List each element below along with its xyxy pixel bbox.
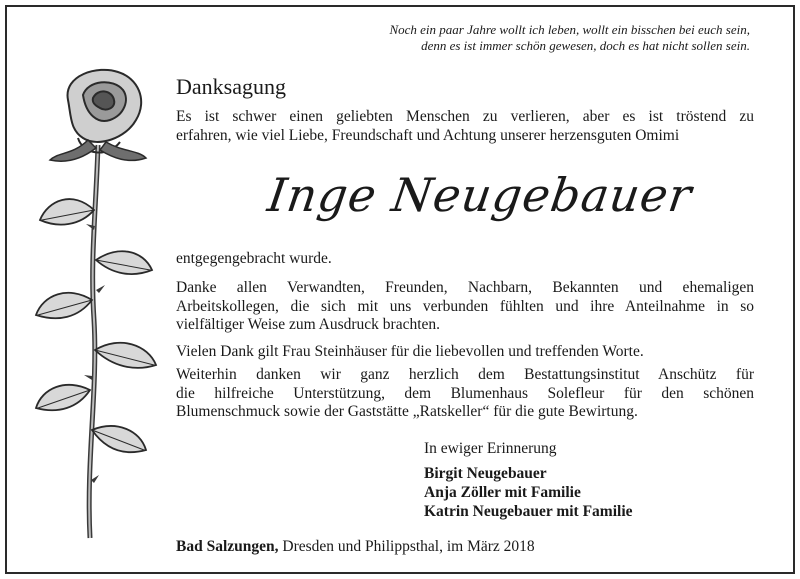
after-name-line: entgegengebracht wurde. bbox=[176, 250, 332, 267]
intro-line-2: erfahren, wie viel Liebe, Freundschaft und Achtung unserer herzensguten Omimi bbox=[176, 126, 680, 144]
intro-line-1: Es ist schwer einen geliebten Menschen zu verlieren, aber es ist tröstend zu bbox=[176, 108, 754, 125]
quote bbox=[310, 22, 750, 54]
para3-line-2: die hilfreiche Unterstützung, dem Blumenhaus Solefleur für den schönen bbox=[176, 384, 754, 402]
para1-line-1: Danke allen Verwandten, Freunden, Nachbarn, Bekannten und ehemaligen bbox=[176, 279, 754, 296]
rose-icon bbox=[28, 60, 168, 545]
para2-line: Vielen Dank gilt Frau Steinhäuser für die liebevollen und treffenden Worte. bbox=[176, 343, 644, 360]
heading: Danksagung bbox=[176, 74, 286, 99]
para1-line-3: vielfältiger Weise zum Ausdruck brachten. bbox=[176, 316, 441, 333]
thanks-paragraph-3 bbox=[176, 366, 754, 422]
deceased-name bbox=[250, 168, 710, 238]
thanks-paragraph-2 bbox=[176, 343, 754, 362]
place-bold: Bad Salzungen, bbox=[176, 538, 279, 555]
place-rest: Dresden und Philippsthal, im März 2018 bbox=[278, 538, 535, 555]
para1-line-2: Arbeitskollegen, die sich mit uns verbunden fühlten und ihre Anteilnahme in so bbox=[176, 297, 754, 315]
deceased-name-text: Inge Neugebauer bbox=[264, 168, 696, 222]
signatory-1: Birgit Neugebauer bbox=[424, 465, 547, 482]
place-date bbox=[176, 538, 535, 556]
after-name-text bbox=[176, 250, 754, 269]
para3-line-1: Weiterhin danken wir ganz herzlich dem Bestattungsinstitut Anschütz für bbox=[176, 366, 754, 383]
para3-line-3: Blumenschmuck sowie der Gaststätte „Ratskeller“ für die gute Bewirtung. bbox=[176, 403, 638, 420]
signatory-3: Katrin Neugebauer mit Familie bbox=[424, 503, 633, 520]
signatory-2: Anja Zöller mit Familie bbox=[424, 484, 581, 501]
quote-line-1: Noch ein paar Jahre wollt ich leben, wollt ein bisschen bei euch sein, bbox=[389, 22, 750, 37]
closing-text: In ewiger Erinnerung bbox=[424, 440, 557, 457]
intro-paragraph bbox=[176, 108, 754, 145]
thanks-paragraph-1 bbox=[176, 279, 754, 335]
quote-line-2: denn es ist immer schön gewesen, doch es hat nicht sollen sein. bbox=[421, 38, 750, 53]
